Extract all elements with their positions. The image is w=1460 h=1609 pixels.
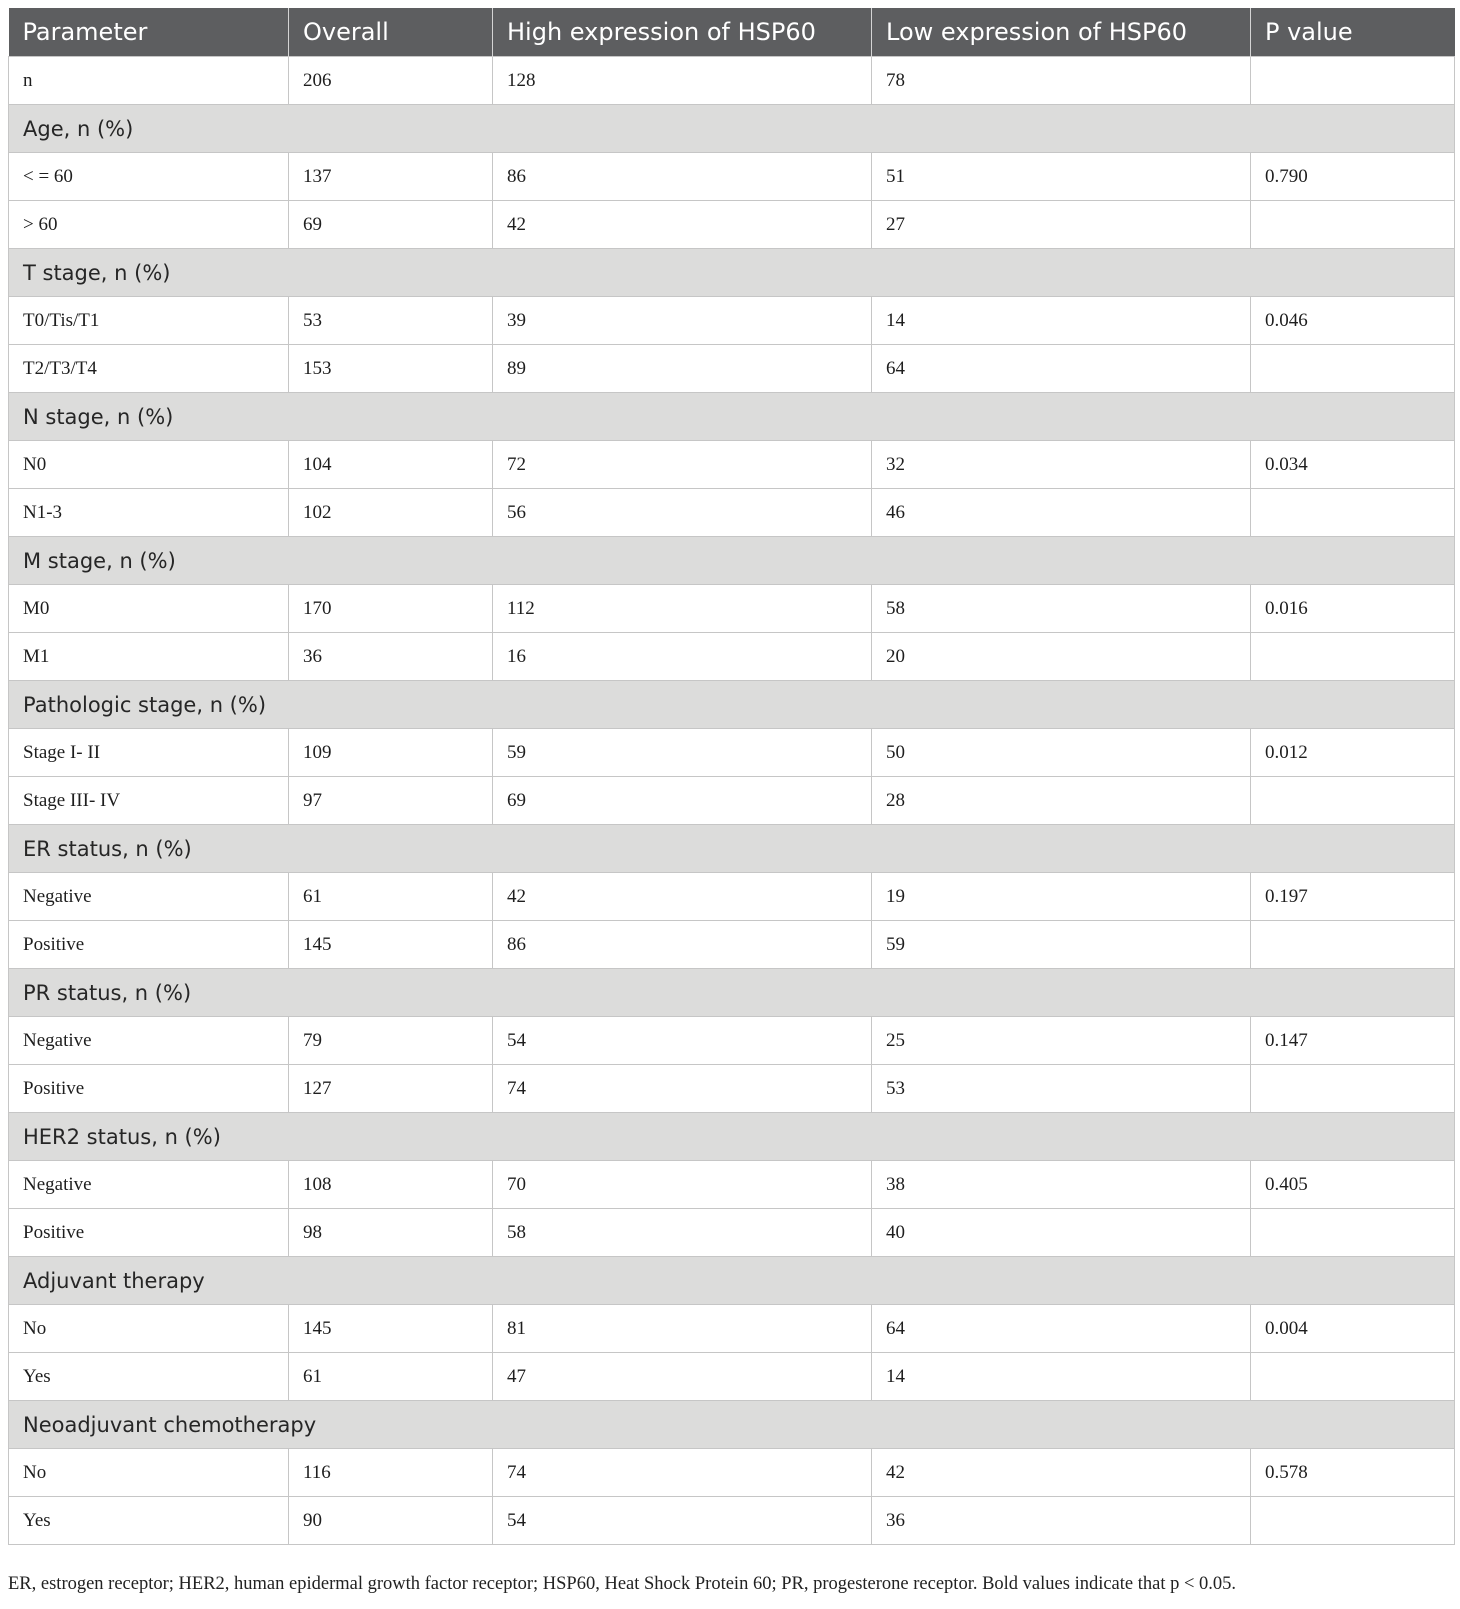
low-expression-cell: 27 bbox=[872, 201, 1251, 249]
group-header-row bbox=[9, 537, 1455, 585]
p-value-cell: 0.016 bbox=[1251, 585, 1455, 633]
overall-cell: 108 bbox=[289, 1161, 493, 1209]
overall-cell: 137 bbox=[289, 153, 493, 201]
group-label: M stage, n (%) bbox=[9, 537, 1455, 585]
group-label: Neoadjuvant chemotherapy bbox=[9, 1401, 1455, 1449]
table-row bbox=[9, 729, 1455, 777]
group-label: HER2 status, n (%) bbox=[9, 1113, 1455, 1161]
low-expression-cell: 38 bbox=[872, 1161, 1251, 1209]
high-expression-cell: 16 bbox=[493, 633, 872, 681]
high-expression-cell: 42 bbox=[493, 873, 872, 921]
parameter-cell: Yes bbox=[9, 1353, 289, 1401]
parameter-cell: N1-3 bbox=[9, 489, 289, 537]
group-label: N stage, n (%) bbox=[9, 393, 1455, 441]
p-value-cell: 0.790 bbox=[1251, 153, 1455, 201]
table-row bbox=[9, 441, 1455, 489]
p-value-cell bbox=[1251, 57, 1455, 105]
high-expression-cell: 56 bbox=[493, 489, 872, 537]
overall-cell: 61 bbox=[289, 873, 493, 921]
table-body bbox=[9, 57, 1455, 1545]
overall-cell: 170 bbox=[289, 585, 493, 633]
overall-cell: 109 bbox=[289, 729, 493, 777]
table-row bbox=[9, 1065, 1455, 1113]
low-expression-cell: 78 bbox=[872, 57, 1251, 105]
overall-cell: 206 bbox=[289, 57, 493, 105]
group-label: PR status, n (%) bbox=[9, 969, 1455, 1017]
group-header-row bbox=[9, 969, 1455, 1017]
high-expression-cell: 69 bbox=[493, 777, 872, 825]
low-expression-cell: 40 bbox=[872, 1209, 1251, 1257]
low-expression-cell: 36 bbox=[872, 1497, 1251, 1545]
overall-cell: 102 bbox=[289, 489, 493, 537]
parameter-cell: M0 bbox=[9, 585, 289, 633]
overall-cell: 116 bbox=[289, 1449, 493, 1497]
overall-cell: 61 bbox=[289, 1353, 493, 1401]
group-label: Pathologic stage, n (%) bbox=[9, 681, 1455, 729]
low-expression-cell: 25 bbox=[872, 1017, 1251, 1065]
group-label: ER status, n (%) bbox=[9, 825, 1455, 873]
parameter-cell: N0 bbox=[9, 441, 289, 489]
parameter-cell: Stage III- IV bbox=[9, 777, 289, 825]
low-expression-cell: 19 bbox=[872, 873, 1251, 921]
high-expression-cell: 86 bbox=[493, 921, 872, 969]
table-row bbox=[9, 489, 1455, 537]
overall-cell: 145 bbox=[289, 921, 493, 969]
table-row bbox=[9, 1353, 1455, 1401]
table-row bbox=[9, 1305, 1455, 1353]
table-row bbox=[9, 57, 1455, 105]
high-expression-cell: 89 bbox=[493, 345, 872, 393]
low-expression-cell: 50 bbox=[872, 729, 1251, 777]
table-row bbox=[9, 1017, 1455, 1065]
high-expression-cell: 74 bbox=[493, 1065, 872, 1113]
overall-cell: 104 bbox=[289, 441, 493, 489]
group-header-row bbox=[9, 681, 1455, 729]
parameter-cell: No bbox=[9, 1449, 289, 1497]
group-header-row bbox=[9, 1257, 1455, 1305]
high-expression-cell: 54 bbox=[493, 1497, 872, 1545]
low-expression-cell: 64 bbox=[872, 1305, 1251, 1353]
parameter-cell: No bbox=[9, 1305, 289, 1353]
p-value-cell bbox=[1251, 633, 1455, 681]
p-value-cell bbox=[1251, 777, 1455, 825]
p-value-cell: 0.046 bbox=[1251, 297, 1455, 345]
table-row bbox=[9, 873, 1455, 921]
p-value-cell bbox=[1251, 1353, 1455, 1401]
parameter-cell: Negative bbox=[9, 1017, 289, 1065]
table-row bbox=[9, 633, 1455, 681]
table-row bbox=[9, 1161, 1455, 1209]
overall-cell: 53 bbox=[289, 297, 493, 345]
parameter-cell: Negative bbox=[9, 1161, 289, 1209]
table-row bbox=[9, 1209, 1455, 1257]
p-value-cell: 0.004 bbox=[1251, 1305, 1455, 1353]
table-row bbox=[9, 297, 1455, 345]
low-expression-cell: 46 bbox=[872, 489, 1251, 537]
group-label: Age, n (%) bbox=[9, 105, 1455, 153]
group-header-row bbox=[9, 105, 1455, 153]
low-expression-cell: 64 bbox=[872, 345, 1251, 393]
group-label: T stage, n (%) bbox=[9, 249, 1455, 297]
overall-cell: 127 bbox=[289, 1065, 493, 1113]
high-expression-cell: 42 bbox=[493, 201, 872, 249]
overall-cell: 79 bbox=[289, 1017, 493, 1065]
p-value-cell bbox=[1251, 1209, 1455, 1257]
p-value-cell: 0.034 bbox=[1251, 441, 1455, 489]
parameter-cell: M1 bbox=[9, 633, 289, 681]
table-row bbox=[9, 585, 1455, 633]
clinical-characteristics-table bbox=[8, 8, 1455, 1545]
header-overall: Overall bbox=[289, 8, 493, 57]
p-value-cell bbox=[1251, 489, 1455, 537]
p-value-cell: 0.405 bbox=[1251, 1161, 1455, 1209]
high-expression-cell: 128 bbox=[493, 57, 872, 105]
parameter-cell: Yes bbox=[9, 1497, 289, 1545]
table-row bbox=[9, 201, 1455, 249]
low-expression-cell: 42 bbox=[872, 1449, 1251, 1497]
table-footnote: ER, estrogen receptor; HER2, human epidermal growth factor receptor; HSP60, Heat Shock Protein 60; PR, progesterone receptor. Bold values indicate that p < 0.05. bbox=[8, 1574, 1237, 1594]
table-header-row bbox=[9, 8, 1455, 57]
header-low-expression: Low expression of HSP60 bbox=[872, 8, 1251, 57]
high-expression-cell: 39 bbox=[493, 297, 872, 345]
table-row bbox=[9, 1497, 1455, 1545]
p-value-cell: 0.197 bbox=[1251, 873, 1455, 921]
parameter-cell: T0/Tis/T1 bbox=[9, 297, 289, 345]
parameter-cell: < = 60 bbox=[9, 153, 289, 201]
group-label: Adjuvant therapy bbox=[9, 1257, 1455, 1305]
low-expression-cell: 14 bbox=[872, 297, 1251, 345]
parameter-cell: n bbox=[9, 57, 289, 105]
header-high-expression: High expression of HSP60 bbox=[493, 8, 872, 57]
overall-cell: 97 bbox=[289, 777, 493, 825]
parameter-cell: Stage I- II bbox=[9, 729, 289, 777]
p-value-cell bbox=[1251, 1065, 1455, 1113]
table-container bbox=[8, 8, 1454, 1545]
low-expression-cell: 14 bbox=[872, 1353, 1251, 1401]
high-expression-cell: 47 bbox=[493, 1353, 872, 1401]
overall-cell: 98 bbox=[289, 1209, 493, 1257]
parameter-cell: Positive bbox=[9, 1065, 289, 1113]
parameter-cell: Negative bbox=[9, 873, 289, 921]
parameter-cell: Positive bbox=[9, 1209, 289, 1257]
overall-cell: 36 bbox=[289, 633, 493, 681]
table-row bbox=[9, 777, 1455, 825]
overall-cell: 69 bbox=[289, 201, 493, 249]
parameter-cell: Positive bbox=[9, 921, 289, 969]
p-value-cell: 0.147 bbox=[1251, 1017, 1455, 1065]
low-expression-cell: 59 bbox=[872, 921, 1251, 969]
table-row bbox=[9, 345, 1455, 393]
high-expression-cell: 58 bbox=[493, 1209, 872, 1257]
group-header-row bbox=[9, 825, 1455, 873]
high-expression-cell: 54 bbox=[493, 1017, 872, 1065]
p-value-cell bbox=[1251, 345, 1455, 393]
group-header-row bbox=[9, 1401, 1455, 1449]
overall-cell: 153 bbox=[289, 345, 493, 393]
p-value-cell bbox=[1251, 1497, 1455, 1545]
low-expression-cell: 28 bbox=[872, 777, 1251, 825]
high-expression-cell: 74 bbox=[493, 1449, 872, 1497]
table-row bbox=[9, 921, 1455, 969]
parameter-cell: T2/T3/T4 bbox=[9, 345, 289, 393]
p-value-cell bbox=[1251, 201, 1455, 249]
low-expression-cell: 20 bbox=[872, 633, 1251, 681]
high-expression-cell: 81 bbox=[493, 1305, 872, 1353]
low-expression-cell: 58 bbox=[872, 585, 1251, 633]
header-p-value: P value bbox=[1251, 8, 1455, 57]
group-header-row bbox=[9, 1113, 1455, 1161]
group-header-row bbox=[9, 249, 1455, 297]
high-expression-cell: 86 bbox=[493, 153, 872, 201]
low-expression-cell: 53 bbox=[872, 1065, 1251, 1113]
high-expression-cell: 112 bbox=[493, 585, 872, 633]
p-value-cell bbox=[1251, 921, 1455, 969]
overall-cell: 145 bbox=[289, 1305, 493, 1353]
group-header-row bbox=[9, 393, 1455, 441]
parameter-cell: > 60 bbox=[9, 201, 289, 249]
low-expression-cell: 51 bbox=[872, 153, 1251, 201]
p-value-cell: 0.012 bbox=[1251, 729, 1455, 777]
overall-cell: 90 bbox=[289, 1497, 493, 1545]
high-expression-cell: 72 bbox=[493, 441, 872, 489]
high-expression-cell: 59 bbox=[493, 729, 872, 777]
table-row bbox=[9, 1449, 1455, 1497]
high-expression-cell: 70 bbox=[493, 1161, 872, 1209]
table-row bbox=[9, 153, 1455, 201]
p-value-cell: 0.578 bbox=[1251, 1449, 1455, 1497]
low-expression-cell: 32 bbox=[872, 441, 1251, 489]
header-parameter: Parameter bbox=[9, 8, 289, 57]
